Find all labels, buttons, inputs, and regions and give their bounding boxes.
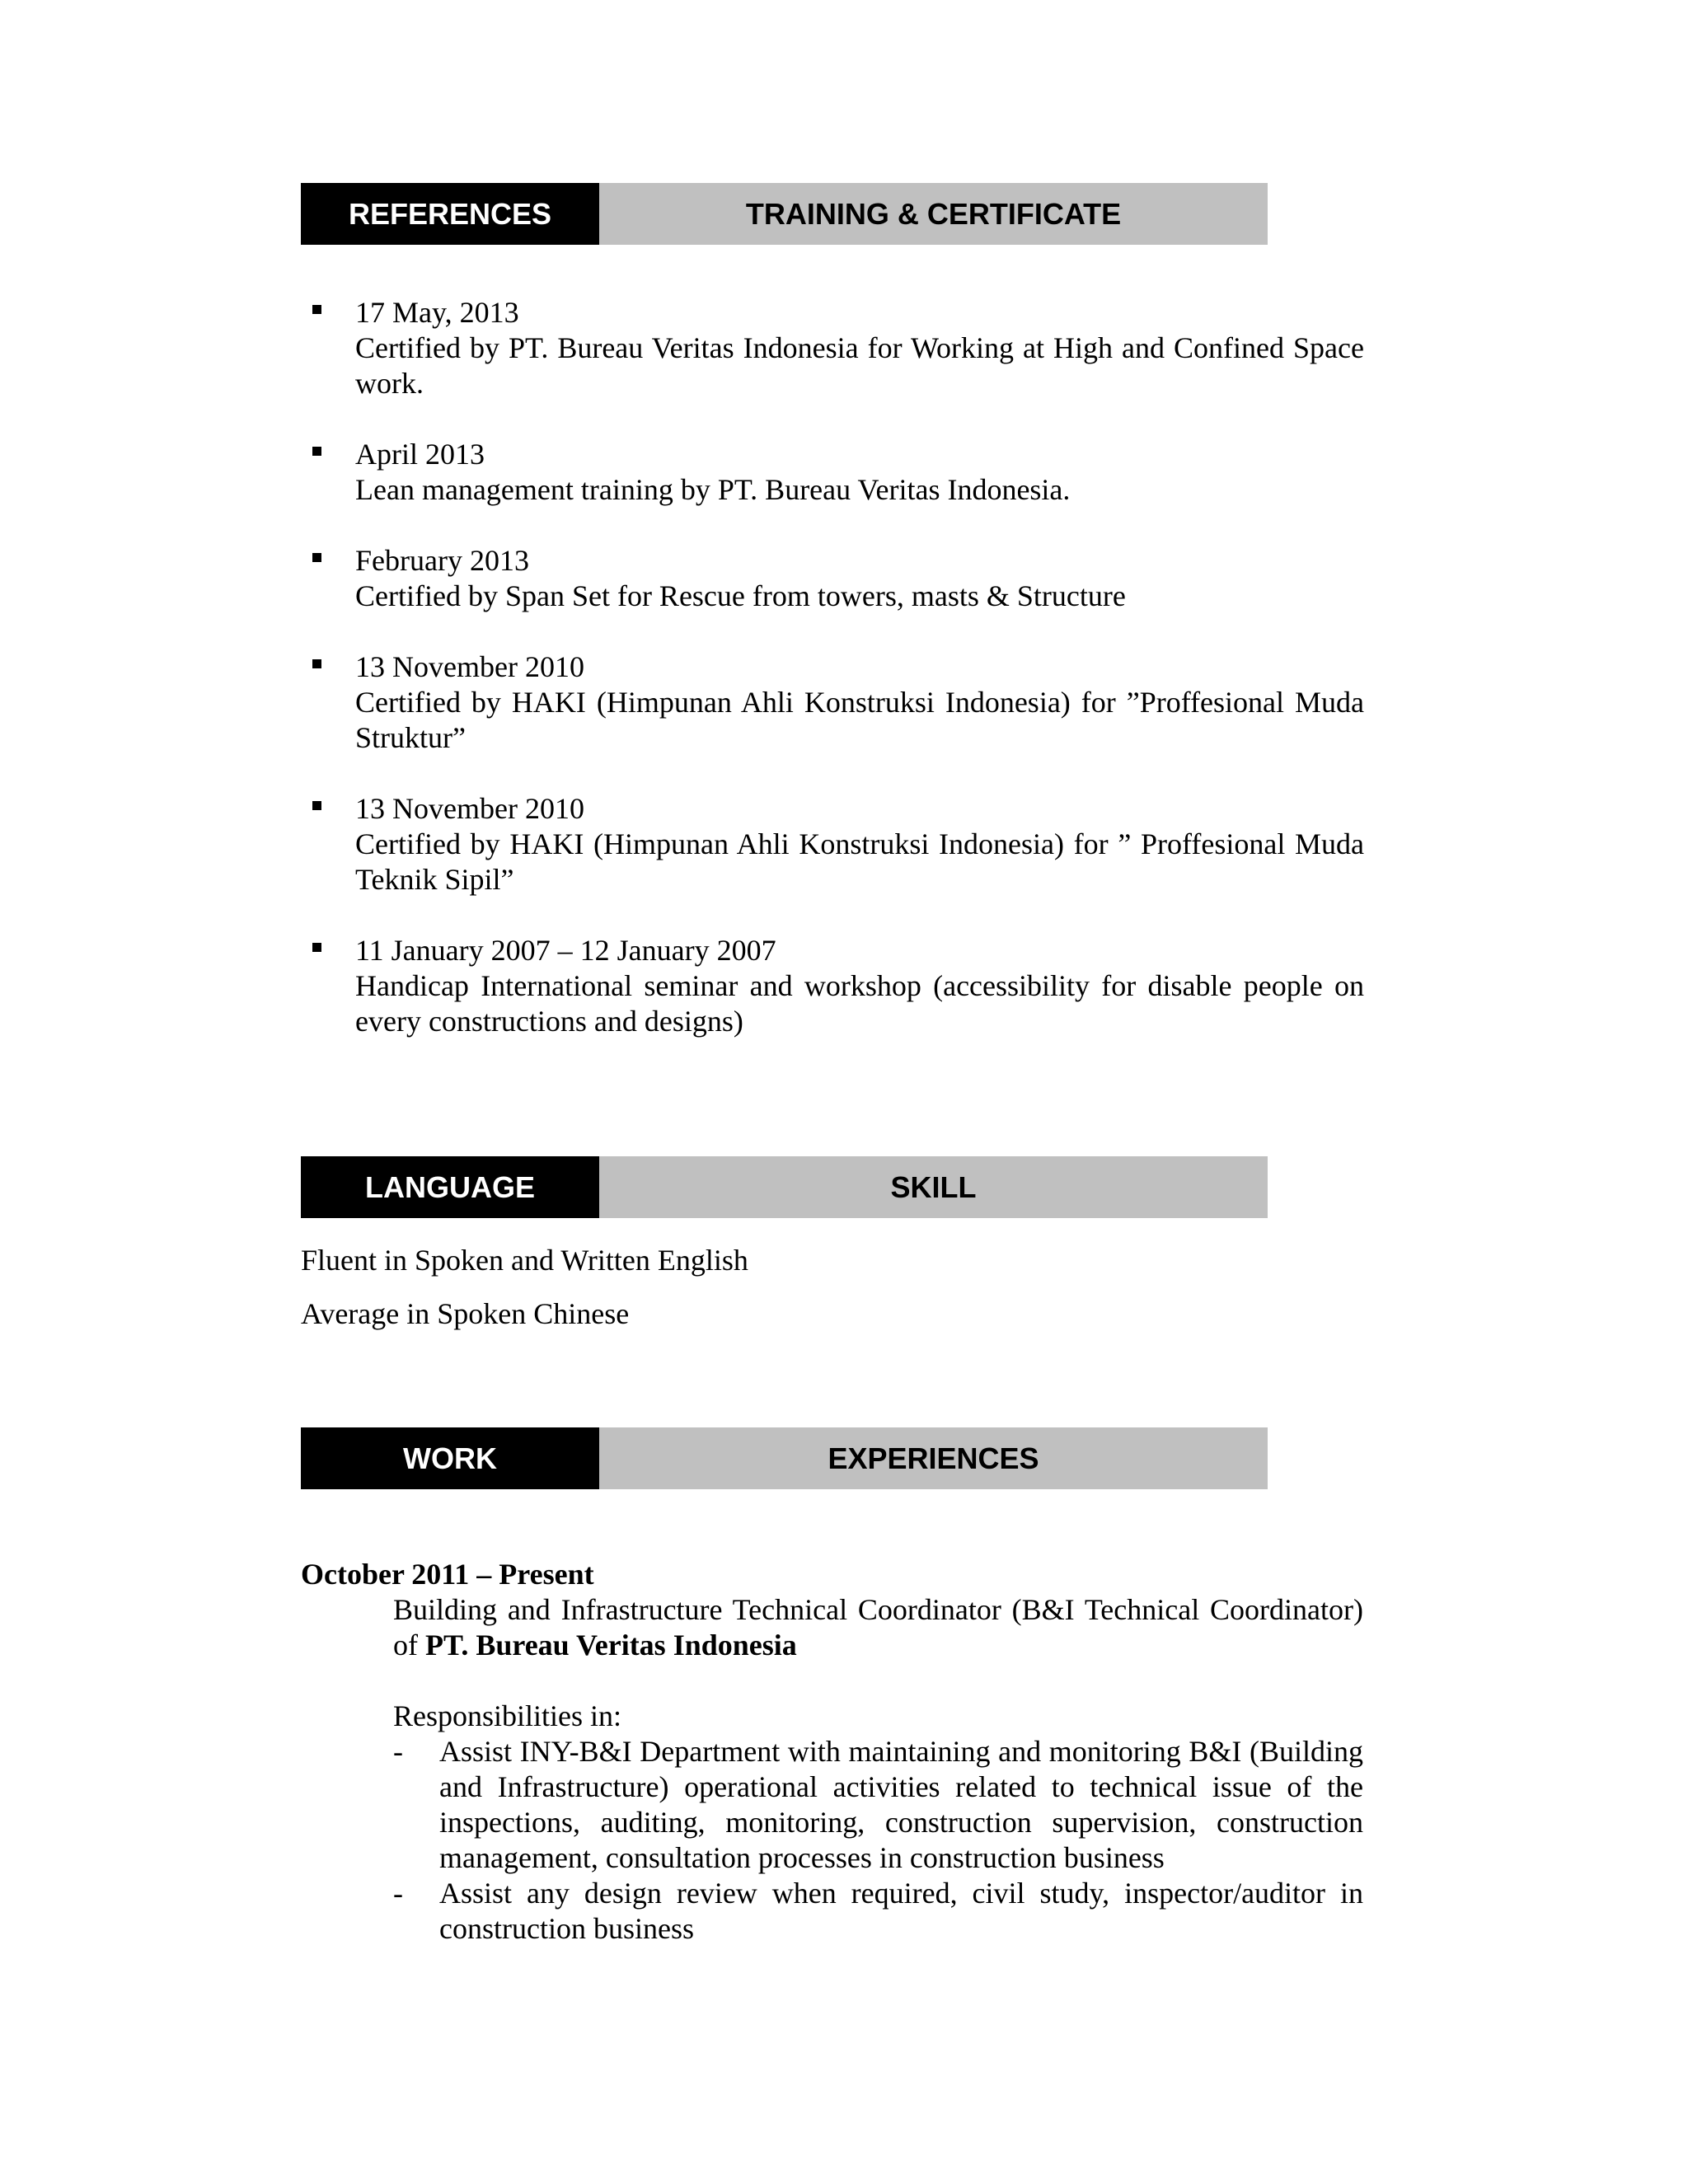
work-period: October 2011 – Present — [301, 1558, 594, 1591]
square-bullet-icon — [312, 305, 321, 314]
certificate-date: 11 January 2007 – 12 January 2007 — [355, 934, 776, 967]
responsibility-text: Assist INY-B&I Department with maintaining and monitoring B&I (Building and Infrastructure) operational activities related to technical issue of the inspections, auditing, monitoring, construction supervision, construction management, consultation processes in construction business — [439, 1735, 1363, 1874]
responsibility-item — [393, 1876, 1363, 1947]
section-header-left: REFERENCES — [301, 183, 599, 245]
certificate-date: 17 May, 2013 — [355, 296, 519, 329]
certificate-item — [301, 649, 1364, 756]
certificate-description: Certified by Span Set for Rescue from towers, masts & Structure — [355, 579, 1126, 612]
responsibility-item — [393, 1734, 1363, 1876]
work-entry — [393, 1592, 1363, 1947]
certificate-description: Certified by HAKI (Himpunan Ahli Konstruksi Indonesia) for ”Proffesional Muda Struktur” — [355, 686, 1364, 754]
certificate-description: Handicap International seminar and workshop (accessibility for disable people on every constructions and designs) — [355, 969, 1364, 1038]
certificate-date: 13 November 2010 — [355, 650, 584, 683]
responsibility-text: Assist any design review when required, civil study, inspector/auditor in construction business — [439, 1877, 1363, 1945]
certificate-description: Certified by HAKI (Himpunan Ahli Konstruksi Indonesia) for ” Proffesional Muda Teknik Sipil” — [355, 827, 1364, 896]
certificate-item — [301, 295, 1364, 401]
responsibilities-list — [393, 1734, 1363, 1947]
section-header-left: LANGUAGE — [301, 1156, 599, 1218]
square-bullet-icon — [312, 659, 321, 668]
language-item: Average in Spoken Chinese — [301, 1297, 630, 1330]
section-header-training — [301, 183, 1268, 245]
certificate-description: Certified by PT. Bureau Veritas Indonesia for Working at High and Confined Space work. — [355, 331, 1364, 400]
section-header-language — [301, 1156, 1268, 1218]
certificate-date: February 2013 — [355, 544, 529, 577]
certificate-item — [301, 543, 1364, 614]
square-bullet-icon — [312, 943, 321, 952]
section-header-right: TRAINING & CERTIFICATE — [599, 183, 1268, 245]
square-bullet-icon — [312, 553, 321, 562]
certificate-item — [301, 437, 1364, 508]
square-bullet-icon — [312, 801, 321, 810]
dash-bullet: - — [393, 1735, 403, 1768]
work-role — [393, 1592, 1363, 1663]
language-item: Fluent in Spoken and Written English — [301, 1244, 748, 1277]
section-header-right: SKILL — [599, 1156, 1268, 1218]
certificate-date: 13 November 2010 — [355, 792, 584, 825]
section-header-right: EXPERIENCES — [599, 1427, 1268, 1489]
certificate-description: Lean management training by PT. Bureau Veritas Indonesia. — [355, 473, 1071, 506]
certificate-item — [301, 791, 1364, 898]
section-header-left: WORK — [301, 1427, 599, 1489]
certificate-item — [301, 933, 1364, 1039]
responsibilities-label: Responsibilities in: — [393, 1699, 622, 1732]
section-header-work — [301, 1427, 1268, 1489]
work-company: PT. Bureau Veritas Indonesia — [425, 1629, 797, 1661]
work-role-text: Building and Infrastructure Technical Coordinator (B&I Technical Coordinator) of — [393, 1593, 1363, 1661]
certificate-list — [301, 295, 1364, 1075]
certificate-date: April 2013 — [355, 438, 485, 471]
dash-bullet: - — [393, 1877, 403, 1910]
square-bullet-icon — [312, 447, 321, 456]
